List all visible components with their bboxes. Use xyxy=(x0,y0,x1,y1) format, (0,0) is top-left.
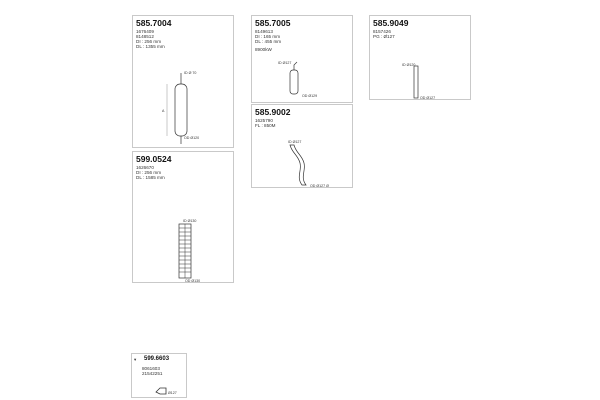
part-ref: 8149613 xyxy=(255,29,273,34)
part-spec: PG : Ø127 xyxy=(373,34,395,39)
part-ref: 8061603 xyxy=(142,366,160,371)
part-code: 585.7004 xyxy=(136,18,172,28)
silencer-drawing xyxy=(280,60,330,100)
part-spec: DI : 256 mm xyxy=(136,39,162,44)
part-spec: DL : 455 mm xyxy=(255,39,282,44)
part-card-585-7004 xyxy=(132,15,234,148)
pipe-body xyxy=(290,145,306,185)
part-spec: DL : 1585 mm xyxy=(136,175,165,180)
part-spec: DL : 1355 mm xyxy=(136,44,165,49)
part-ref: 21542251 xyxy=(142,371,163,376)
marker-icon: ▾ xyxy=(134,357,137,362)
muffler-body xyxy=(290,70,298,94)
part-spec: FL : 850M xyxy=(255,123,276,128)
clamp-icon xyxy=(156,388,166,394)
part-ref: 1625790 xyxy=(255,118,273,123)
inlet-label: ID Ø120 xyxy=(402,63,416,67)
inlet-label: ID Ø130 xyxy=(183,219,197,223)
part-code: 585.9049 xyxy=(373,18,409,28)
inlet-label: ID Ø127 xyxy=(278,61,292,65)
outlet-label: OD Ø129 xyxy=(302,94,318,98)
part-ref: 1676409 xyxy=(136,29,154,34)
part-code: 585.9002 xyxy=(255,107,291,117)
muffler-body xyxy=(175,84,187,136)
clamp-label: Ø127 xyxy=(168,391,177,395)
part-ref: 8148512 xyxy=(136,34,154,39)
part-card-585-9049 xyxy=(369,15,471,100)
silencer-drawing xyxy=(162,70,225,150)
pipe-drawing xyxy=(280,139,340,189)
part-note: 8900kW xyxy=(255,47,272,52)
outlet-label: OD Ø130 xyxy=(185,279,201,283)
pipe-drawing xyxy=(400,62,450,102)
inlet-label: ID Ø127 xyxy=(288,140,302,144)
outlet-label: OD Ø127 Ø xyxy=(310,184,329,188)
silencer-drawing xyxy=(169,214,229,284)
part-spec: DI : 256 mm xyxy=(136,170,162,175)
pipe-body xyxy=(414,66,418,98)
outlet-label: OD Ø120 xyxy=(184,136,200,140)
part-card-599-6603 xyxy=(131,353,187,398)
dimension-label: A xyxy=(162,109,165,113)
outlet-label: OD Ø127 xyxy=(420,96,436,100)
part-card-585-9002 xyxy=(251,104,353,188)
muffler-inlet xyxy=(294,62,297,70)
part-ref: 8157426 xyxy=(373,29,391,34)
part-card-599-0524 xyxy=(132,151,234,283)
part-ref: 1626670 xyxy=(136,165,154,170)
part-code: 599.6603 xyxy=(144,356,170,362)
part-code: 585.7005 xyxy=(255,18,291,28)
inlet-label: ID Ø 70 xyxy=(184,71,197,75)
clamp-drawing xyxy=(154,384,194,400)
part-spec: DI : 165 mm xyxy=(255,34,281,39)
part-card-585-7005 xyxy=(251,15,353,103)
part-code: 599.0524 xyxy=(136,154,172,164)
